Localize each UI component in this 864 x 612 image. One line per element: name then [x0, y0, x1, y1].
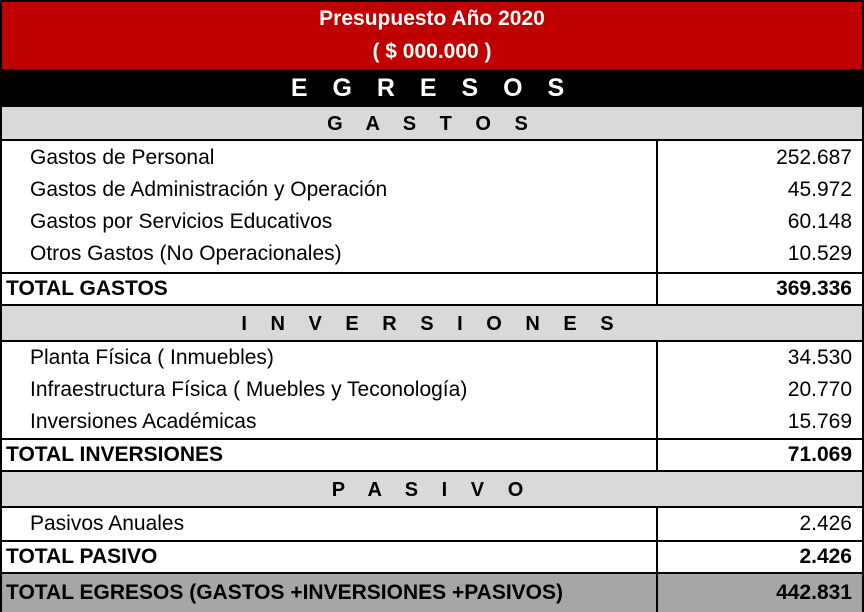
table-row: [2, 342, 862, 374]
table-row: [2, 174, 862, 206]
row-value: 34.530: [787, 346, 852, 369]
total-label: TOTAL INVERSIONES: [2, 440, 658, 470]
pasivo-section-header: P A S I V O: [2, 470, 862, 508]
table-row: [2, 206, 862, 238]
row-value: 60.148: [787, 210, 852, 233]
total-label: TOTAL PASIVO: [2, 542, 658, 572]
egresos-header: E G R E S O S: [2, 69, 862, 105]
grand-total-value: 442.831: [776, 581, 852, 604]
row-value: 10.529: [787, 242, 852, 265]
grand-total-label: TOTAL EGRESOS (GASTOS +INVERSIONES +PASIVOS): [2, 574, 658, 612]
total-pasivo-row: [2, 540, 862, 574]
total-gastos-row: [2, 272, 862, 306]
table-row: [2, 508, 862, 540]
budget-units: ( $ 000.000 ): [372, 40, 492, 63]
row-label: Inversiones Académicas: [2, 406, 658, 438]
total-value: 369.336: [776, 277, 852, 300]
row-value: 2.426: [799, 512, 852, 535]
table-row: [2, 406, 862, 438]
table-row: [2, 142, 862, 174]
row-label: Gastos de Administración y Operación: [2, 174, 658, 206]
gastos-section-header: G A S T O S: [2, 105, 862, 141]
row-value: 252.687: [776, 146, 852, 169]
row-label: Gastos de Personal: [2, 142, 658, 174]
row-label: Planta Física ( Inmuebles): [2, 342, 658, 374]
budget-title: Presupuesto Año 2020: [319, 7, 545, 30]
row-label: Gastos por Servicios Educativos: [2, 206, 658, 238]
total-value: 71.069: [787, 443, 852, 466]
title-block: [2, 2, 862, 69]
row-value: 15.769: [787, 410, 852, 433]
table-row: [2, 374, 862, 406]
row-label: Otros Gastos (No Operacionales): [2, 238, 658, 272]
total-label: TOTAL GASTOS: [2, 274, 658, 304]
row-label: Infraestructura Física ( Muebles y Teconología): [2, 374, 658, 406]
total-egresos-row: [2, 572, 862, 612]
inversiones-section-header: I N V E R S I O N E S: [2, 304, 862, 342]
total-value: 2.426: [799, 545, 852, 568]
table-row: [2, 238, 862, 272]
row-value: 20.770: [787, 378, 852, 401]
total-inversiones-row: [2, 438, 862, 472]
row-label: Pasivos Anuales: [2, 508, 658, 540]
row-value: 45.972: [787, 178, 852, 201]
